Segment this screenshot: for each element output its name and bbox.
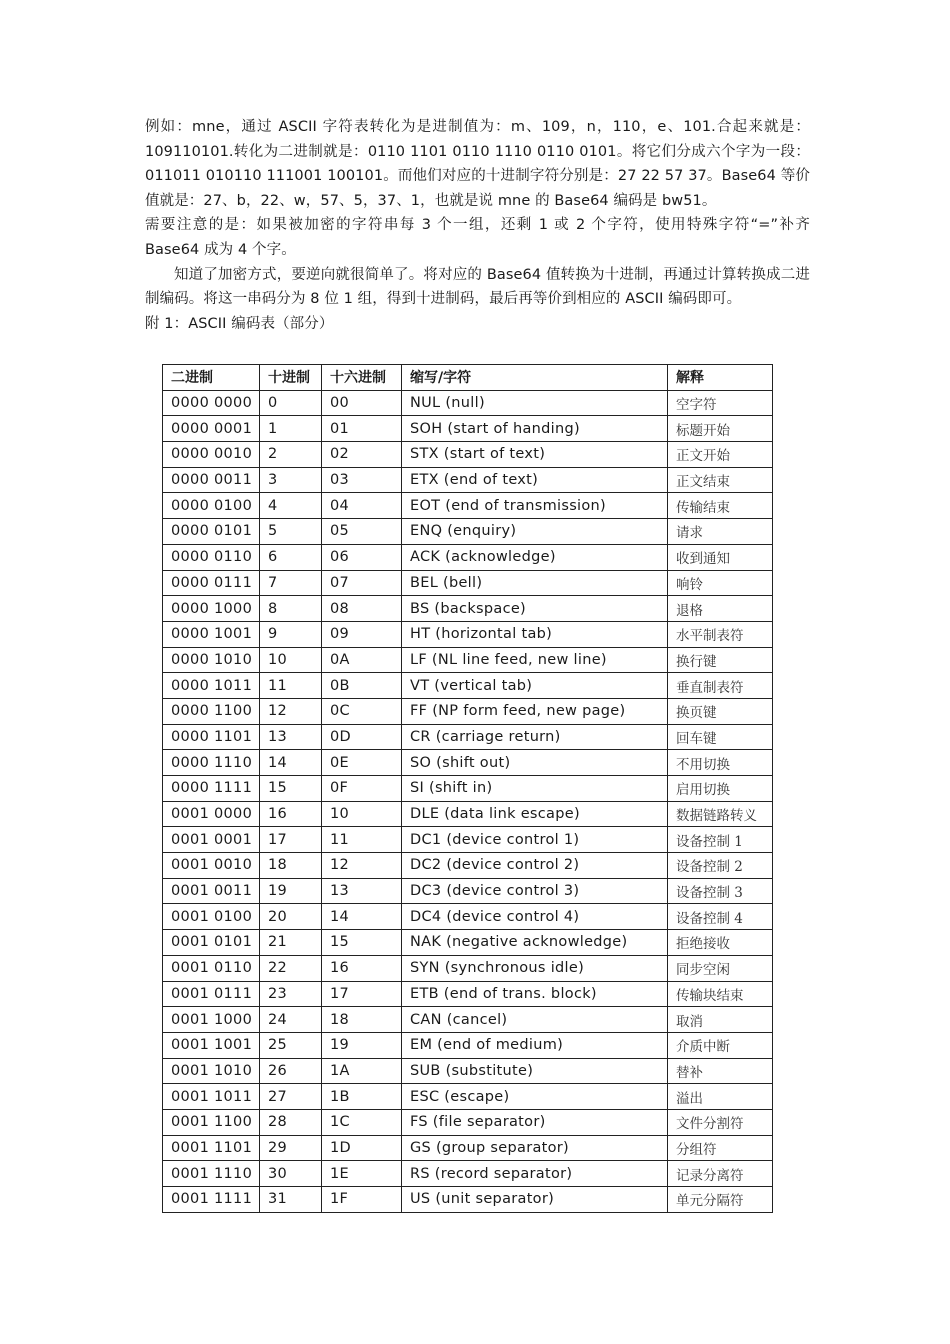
cell-hex: 06 [322,544,402,570]
cell-abbreviation: DC3 (device control 3) [402,878,668,904]
cell-explanation: 单元分隔符 [668,1187,773,1213]
cell-abbreviation: ENQ (enquiry) [402,519,668,545]
cell-abbreviation: VT (vertical tab) [402,673,668,699]
cell-explanation: 溢出 [668,1084,773,1110]
cell-explanation: 记录分离符 [668,1161,773,1187]
header-binary: 二进制 [163,365,260,391]
cell-binary: 0001 1111 [163,1187,260,1213]
cell-abbreviation: BEL (bell) [402,570,668,596]
cell-binary: 0001 1101 [163,1135,260,1161]
cell-decimal: 13 [260,724,322,750]
cell-hex: 13 [322,878,402,904]
cell-explanation: 空字符 [668,390,773,416]
cell-binary: 0000 0101 [163,519,260,545]
cell-hex: 1B [322,1084,402,1110]
table-row [163,981,773,1007]
table-row [163,698,773,724]
cell-hex: 19 [322,1032,402,1058]
cell-hex: 01 [322,416,402,442]
cell-abbreviation: DC1 (device control 1) [402,827,668,853]
table-header-row [163,365,773,391]
body-text [145,115,810,336]
cell-abbreviation: ACK (acknowledge) [402,544,668,570]
table-row [163,467,773,493]
cell-hex: 16 [322,955,402,981]
cell-hex: 0F [322,776,402,802]
cell-explanation: 收到通知 [668,544,773,570]
cell-hex: 1E [322,1161,402,1187]
cell-hex: 14 [322,904,402,930]
cell-decimal: 1 [260,416,322,442]
cell-binary: 0000 0001 [163,416,260,442]
cell-decimal: 17 [260,827,322,853]
cell-binary: 0001 1011 [163,1084,260,1110]
table-row [163,878,773,904]
cell-abbreviation: RS (record separator) [402,1161,668,1187]
table-row [163,853,773,879]
cell-binary: 0001 1000 [163,1007,260,1033]
table-row [163,647,773,673]
cell-abbreviation: EOT (end of transmission) [402,493,668,519]
cell-decimal: 27 [260,1084,322,1110]
table-row [163,1187,773,1213]
cell-abbreviation: FF (NP form feed, new page) [402,698,668,724]
cell-decimal: 15 [260,776,322,802]
cell-abbreviation: FS (file separator) [402,1109,668,1135]
cell-decimal: 11 [260,673,322,699]
paragraph-base64-example: 例如：mne，通过 ASCII 字符表转化为是进制值为：m、109，n，110，e、101.合起来就是：109110101.转化为二进制就是：0110 1101 0110 1110 0110 0101。将它们分成六个字为一段：011011 010110 111001 100101。而他们对应的十进制字符分别是：27 22 57 37。Base64 等价值就是：27、b，22、w，57、5，37、1，也就是说 mne 的 Base64 编码是 bw51。 [145,119,810,209]
cell-decimal: 28 [260,1109,322,1135]
cell-binary: 0000 0100 [163,493,260,519]
cell-decimal: 5 [260,519,322,545]
cell-decimal: 0 [260,390,322,416]
cell-hex: 09 [322,621,402,647]
header-decimal: 十进制 [260,365,322,391]
table-row [163,544,773,570]
table-row [163,1084,773,1110]
cell-hex: 11 [322,827,402,853]
cell-decimal: 14 [260,750,322,776]
cell-explanation: 标题开始 [668,416,773,442]
cell-binary: 0001 0011 [163,878,260,904]
cell-hex: 00 [322,390,402,416]
table-row [163,519,773,545]
cell-explanation: 换页键 [668,698,773,724]
cell-explanation: 同步空闲 [668,955,773,981]
cell-abbreviation: LF (NL line feed, new line) [402,647,668,673]
cell-decimal: 25 [260,1032,322,1058]
cell-explanation: 垂直制表符 [668,673,773,699]
table-row [163,776,773,802]
cell-explanation: 设备控制 1 [668,827,773,853]
table-row [163,1058,773,1084]
cell-explanation: 响铃 [668,570,773,596]
cell-abbreviation: ETB (end of trans. block) [402,981,668,1007]
table-row [163,570,773,596]
cell-explanation: 拒绝接收 [668,930,773,956]
cell-decimal: 16 [260,801,322,827]
cell-decimal: 21 [260,930,322,956]
cell-explanation: 正文结束 [668,467,773,493]
cell-hex: 1A [322,1058,402,1084]
cell-explanation: 设备控制 3 [668,878,773,904]
cell-binary: 0001 0111 [163,981,260,1007]
cell-binary: 0000 0011 [163,467,260,493]
cell-binary: 0001 0100 [163,904,260,930]
cell-decimal: 31 [260,1187,322,1213]
cell-binary: 0001 0001 [163,827,260,853]
cell-hex: 02 [322,442,402,468]
cell-binary: 0000 1100 [163,698,260,724]
cell-abbreviation: SYN (synchronous idle) [402,955,668,981]
cell-explanation: 数据链路转义 [668,801,773,827]
header-abbreviation: 缩写/字符 [402,365,668,391]
table-row [163,493,773,519]
cell-abbreviation: DC4 (device control 4) [402,904,668,930]
table-row [163,750,773,776]
cell-binary: 0000 0010 [163,442,260,468]
table-row [163,390,773,416]
cell-decimal: 30 [260,1161,322,1187]
cell-decimal: 7 [260,570,322,596]
cell-abbreviation: ETX (end of text) [402,467,668,493]
cell-explanation: 启用切换 [668,776,773,802]
cell-binary: 0000 1101 [163,724,260,750]
cell-hex: 12 [322,853,402,879]
cell-abbreviation: DLE (data link escape) [402,801,668,827]
cell-hex: 18 [322,1007,402,1033]
cell-explanation: 分组符 [668,1135,773,1161]
table-row [163,801,773,827]
paragraph-padding-note: 需要注意的是：如果被加密的字符串每 3 个一组，还剩 1 或 2 个字符，使用特殊字符“=”补齐 Base64 成为 4 个字。 [145,217,810,258]
cell-hex: 17 [322,981,402,1007]
cell-decimal: 22 [260,955,322,981]
table-row [163,596,773,622]
cell-binary: 0000 1010 [163,647,260,673]
cell-binary: 0001 1110 [163,1161,260,1187]
table-row [163,673,773,699]
table-row [163,1135,773,1161]
cell-abbreviation: NUL (null) [402,390,668,416]
table-row [163,442,773,468]
cell-abbreviation: STX (start of text) [402,442,668,468]
cell-binary: 0000 0110 [163,544,260,570]
cell-abbreviation: DC2 (device control 2) [402,853,668,879]
cell-explanation: 正文开始 [668,442,773,468]
cell-decimal: 6 [260,544,322,570]
cell-decimal: 29 [260,1135,322,1161]
cell-hex: 07 [322,570,402,596]
cell-abbreviation: CAN (cancel) [402,1007,668,1033]
cell-decimal: 4 [260,493,322,519]
cell-decimal: 26 [260,1058,322,1084]
table-row [163,1109,773,1135]
cell-decimal: 12 [260,698,322,724]
ascii-table [162,364,773,1213]
cell-explanation: 文件分割符 [668,1109,773,1135]
cell-hex: 10 [322,801,402,827]
cell-binary: 0001 0010 [163,853,260,879]
cell-hex: 0A [322,647,402,673]
table-row [163,621,773,647]
cell-explanation: 传输结束 [668,493,773,519]
cell-hex: 0B [322,673,402,699]
cell-binary: 0000 1001 [163,621,260,647]
cell-abbreviation: ESC (escape) [402,1084,668,1110]
table-row [163,416,773,442]
cell-explanation: 退格 [668,596,773,622]
cell-abbreviation: SOH (start of handing) [402,416,668,442]
cell-hex: 08 [322,596,402,622]
cell-explanation: 请求 [668,519,773,545]
cell-hex: 0C [322,698,402,724]
table-row [163,1161,773,1187]
cell-abbreviation: EM (end of medium) [402,1032,668,1058]
cell-hex: 05 [322,519,402,545]
cell-explanation: 不用切换 [668,750,773,776]
table-row [163,930,773,956]
cell-binary: 0000 1110 [163,750,260,776]
cell-hex: 1F [322,1187,402,1213]
cell-hex: 1D [322,1135,402,1161]
cell-decimal: 19 [260,878,322,904]
cell-explanation: 介质中断 [668,1032,773,1058]
cell-binary: 0001 0110 [163,955,260,981]
paragraph-decoding: 知道了加密方式，要逆向就很简单了。将对应的 Base64 值转换为十进制，再通过计算转换成二进制编码。将这一串码分为 8 位 1 组，得到十进制码，最后再等价到相应的 ASCII 编码即可。 [145,266,810,308]
cell-hex: 04 [322,493,402,519]
cell-binary: 0001 1100 [163,1109,260,1135]
cell-binary: 0000 1011 [163,673,260,699]
cell-explanation: 设备控制 4 [668,904,773,930]
cell-explanation: 取消 [668,1007,773,1033]
cell-binary: 0000 0000 [163,390,260,416]
cell-binary: 0001 1001 [163,1032,260,1058]
cell-binary: 0001 0101 [163,930,260,956]
cell-explanation: 水平制表符 [668,621,773,647]
cell-decimal: 18 [260,853,322,879]
header-hex: 十六进制 [322,365,402,391]
cell-decimal: 24 [260,1007,322,1033]
cell-hex: 0E [322,750,402,776]
cell-abbreviation: GS (group separator) [402,1135,668,1161]
cell-explanation: 设备控制 2 [668,853,773,879]
cell-abbreviation: SI (shift in) [402,776,668,802]
table-caption: 附 1：ASCII 编码表（部分） [145,315,334,332]
cell-abbreviation: SO (shift out) [402,750,668,776]
cell-explanation: 替补 [668,1058,773,1084]
cell-hex: 15 [322,930,402,956]
cell-hex: 0D [322,724,402,750]
cell-hex: 1C [322,1109,402,1135]
cell-decimal: 20 [260,904,322,930]
cell-abbreviation: NAK (negative acknowledge) [402,930,668,956]
table-row [163,724,773,750]
cell-binary: 0000 1111 [163,776,260,802]
cell-abbreviation: US (unit separator) [402,1187,668,1213]
cell-binary: 0000 0111 [163,570,260,596]
cell-decimal: 23 [260,981,322,1007]
header-explanation: 解释 [668,365,773,391]
cell-hex: 03 [322,467,402,493]
cell-binary: 0000 1000 [163,596,260,622]
table-row [163,955,773,981]
table-row [163,827,773,853]
cell-abbreviation: SUB (substitute) [402,1058,668,1084]
cell-decimal: 9 [260,621,322,647]
cell-decimal: 10 [260,647,322,673]
cell-abbreviation: HT (horizontal tab) [402,621,668,647]
table-body [163,390,773,1212]
cell-abbreviation: CR (carriage return) [402,724,668,750]
cell-explanation: 回车键 [668,724,773,750]
cell-explanation: 换行键 [668,647,773,673]
cell-abbreviation: BS (backspace) [402,596,668,622]
cell-explanation: 传输块结束 [668,981,773,1007]
cell-decimal: 2 [260,442,322,468]
table-row [163,1007,773,1033]
cell-decimal: 8 [260,596,322,622]
cell-binary: 0001 1010 [163,1058,260,1084]
cell-decimal: 3 [260,467,322,493]
table-row [163,904,773,930]
cell-binary: 0001 0000 [163,801,260,827]
table-row [163,1032,773,1058]
